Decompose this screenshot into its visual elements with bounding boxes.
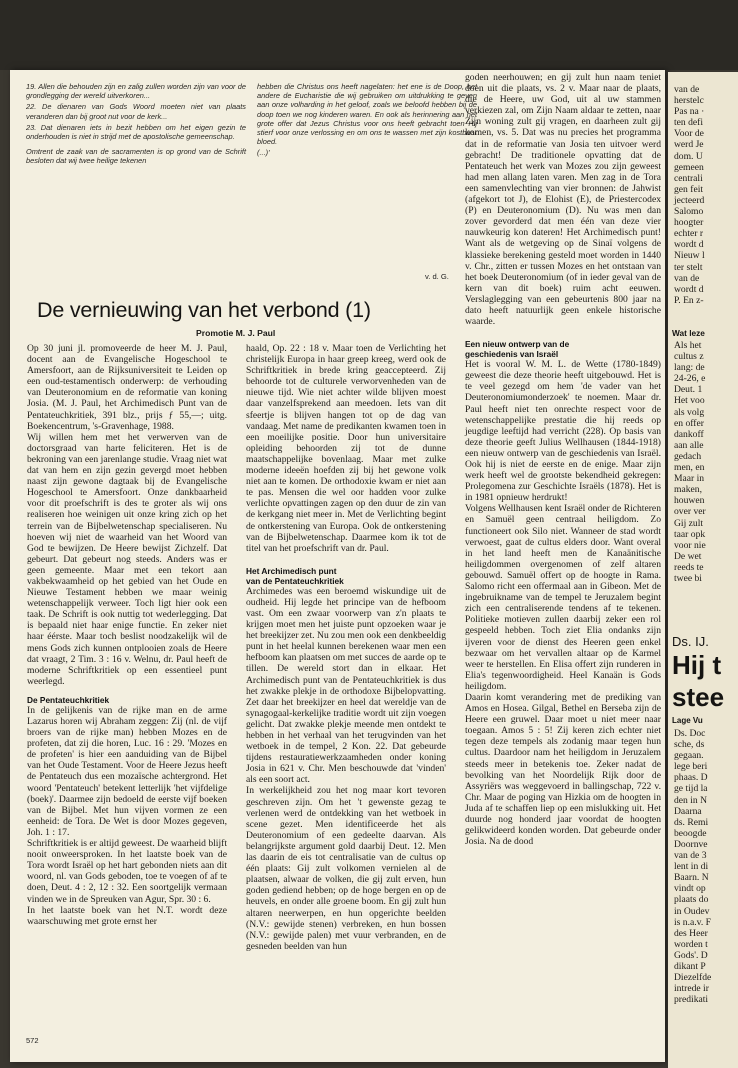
facing-page-line: dankoff [674, 428, 704, 440]
note-22: 22. De dienaren van Gods Woord moeten niet van plaats veranderen dan bij groot nut voor de kerk... [26, 102, 246, 121]
facing-page-line: gegaan. [674, 750, 704, 762]
facing-page-line: ter stelt [674, 261, 703, 273]
paragraph: Volgens Wellhausen kent Israël onder de Richteren en Samuël geen centraal heiligdom. Zo functioneert ook Silo niet. Wanneer de stad wordt verwoest, gaat de cultus elders door. Want overal in het land heeft men de Kanaänitische heiligdommen overgenomen of zelf altaren gebouwd. Samuël offert op de hoogte in Rama. Salomo richt een offermaal aan in Gibeon. Met de ingebruikname van de tempel te Jeruzalem begint zich een centraliserende tendens af te tekenen. Politieke motieven zullen daarbij zeker een rol gespeeld hebben. Toch ziet Elia ondanks zijn ijveren voor de dienst des Heeren geen enkel bezwaar om het vervallen altaar op de Karmel weer te herstellen. En Elisa offert zijn runderen in Elia's tegenwoordigheid. Heel Kanaän is Gods heiligdom. [465, 503, 661, 692]
facing-page-line: Gods'. D [674, 949, 708, 961]
facing-page-line: Voor de [674, 128, 704, 140]
facing-page-subtitle: Lage Vu [672, 716, 703, 725]
paragraph: Daarin komt verandering met de prediking van Amos en Hosea. Gilgal, Bethel en Berseba zijn de Heere een gruwel. Daar moet u niet meer naar toegaan. Amos 5 : 5! Zij keren zich echter niet tegen deze tempels als zodanig maar tegen hun cultus. Daardoor nam het heiligdom in Jeruzalem steeds meer in betekenis toe. Zeker nadat de bevolking van het Noordelijk Rijk door de Assyriërs was weggevoerd in ballingschap, 722 v. Chr. Maar de poging van Hizkia om de hoogten in Juda af te schaffen liep op een mislukking uit. Het duurde nog honderd jaar voordat de hoogten gelikwideerd konden worden. Dat gebeurde onder Josia. Na de dood [465, 691, 661, 848]
facing-page-line: Maar in [674, 473, 705, 485]
facing-page-line: gedach [674, 450, 702, 462]
facing-page-line: Pas na · [674, 106, 705, 118]
facing-page-title-line-2: stee [672, 682, 725, 712]
facing-page-line: herstelc [674, 95, 704, 107]
facing-page-line: centrali [674, 172, 703, 184]
facing-page-line: De wet [674, 550, 702, 562]
facing-page-line: Het voo [674, 395, 705, 407]
facing-page-title-line-1: Hij t [672, 650, 722, 680]
facing-page-text-bottom [674, 728, 738, 1005]
facing-page-line: maken, [674, 484, 702, 496]
facing-page-line: Deut. 1 [674, 384, 703, 396]
paragraph: Archimedes was een beroemd wiskundige uit de oudheid. Hij legde het principe van de hefboom vast. Om een zwaar voorwerp van z'n plaats te krijgen moet men het juiste punt opzoeken waar je het breekijzer zet. Nu zou men ook een denkbeeldig punt in het heelal kunnen berekenen waar men een hefboom kan plaatsen om met succes de aarde op te tillen. De wereld stort dan in elkaar. Het Archimedisch punt van de Pentateuchkritiek is dus het zwakke plekje in de orthodoxe Bijbelopvatting. Zet daar het breekijzer en heel dat wereldje van de synagogaal-kerkelijke traditie wordt uit zijn voegen gelicht. Dat zwakke plekje meende men ontdekt te hebben in het verhaal van het terugvinden van het wetboek in de tempel, 2 Kon. 22. Dat gebeurde tijdens restauratiewerkzaamheden onder koning Josia in 621 v. Chr. Men beschouwde dat 'vinden' als een soort act. [246, 585, 446, 786]
facing-page-line: gen feit [674, 183, 704, 195]
facing-page-line: ge tijd la [674, 783, 708, 795]
facing-page-line: twee bi [674, 572, 702, 584]
facing-page-line: sche, ds [674, 739, 705, 751]
article-column-3 [465, 72, 661, 847]
facing-page-line: over ver [674, 506, 706, 518]
confession-notes-left [26, 82, 246, 168]
paragraph: In de gelijkenis van de rijke man en de arme Lazarus horen wij Abraham zeggen: Zij (nl. de vijf broers van de rijke man) hebben Mozes en de profeten, dat zij die horen, Luc. 16 : 29. 'Mozes en de profeten' is hier een aanduiding van de Bijbel van het Oude Testament. Voor de Heere Jezus heeft de Pentateuch dus een mozaïsche achtergrond. Het woord 'Pentateuch' betekent letterlijk 'het vijfdelige (boek)'. Daarmee zijn bedoeld de eerste vijf boeken van de Bijbel. Met hun vijven vormen ze een eenheid: de Tora. De Wet is door Mozes gegeven, Joh. 1 : 17. [27, 704, 227, 838]
article-column-2 [246, 343, 446, 952]
facing-page-line: den in N [674, 794, 708, 806]
facing-page-line: predikati [674, 994, 709, 1006]
paragraph: goden neerhouwen; en gij zult hun naam teniet doen uit die plaats, vs. 2 v. Maar naar de plaats, die de Heere, uw God, uit al uw stammen verkiezen zal, om Zijn Naam aldaar te zetten, naar Zijn woning zult gij vragen, en daarheen zult gij komen, vs. 5. Dat was nu precies het programma dat in de reformatie van Josia ten uitvoer werd gebracht! De traditionele opvatting dat de Pentateuch het werk van Mozes zou zijn geweest had men allang laten varen. Men zag in de Tora een samenvlechting van vier bronnen: de Jahwist (afgekort tot J), de Elohist (E), de Priestercodex (P) en Deuteronomium (D). Nu was men dan zover gevorderd dat men één van deze vier nauwkeurig kon dateren! Het Archimedisch punt! Want als de wetgeving op de Sinaï volgens de klassieke berekening gesteld moet worden in 1440 v. Chr., zitten er tussen Mozes en het ontstaan van het boek Deuteronomium (of in ieder geval van de kern van dit boek) ruim acht eeuwen. Verslaglegging van een gebeurtenis 800 jaar na dato heeft natuurlijk geen enkele historische waarde. [465, 72, 661, 328]
section-heading [246, 566, 446, 586]
facing-page-line: van de 3 [674, 850, 707, 862]
facing-page-line: Salomo [674, 206, 704, 218]
heading-line: van de Pentateuchkritiek [246, 575, 344, 586]
facing-page-line: worden t [674, 938, 708, 950]
facing-page-line: ten defi [674, 117, 704, 129]
facing-page-line: vindt op [674, 883, 706, 895]
article-byline: Promotie M. J. Paul [196, 328, 276, 338]
facing-page-line: is n.a.v. F [674, 916, 711, 928]
facing-page-line: in Oudev [674, 905, 710, 917]
heading-line: Het Archimedisch punt [246, 565, 337, 576]
facing-page-text-top [674, 84, 738, 306]
facing-page-line: cultus z [674, 351, 704, 363]
note-23: 23. Dat dienaren iets in bezit hebben om het eigen gezin te onderhouden is niet in strijd met de apostolische gemeenschap. [26, 122, 246, 142]
facing-page-line: aan alle [674, 439, 704, 451]
page-number: 572 [26, 1036, 39, 1045]
article-title: De vernieuwing van het verbond (1) [37, 298, 371, 322]
magazine-page [10, 70, 665, 1062]
scan-background [0, 0, 738, 70]
facing-page-line: intrede ir [674, 983, 709, 995]
note-omtrent: Omtrent de zaak van de sacramenten is op grond van de Schrift besloten dat wij twee heilige tekenen [26, 147, 246, 166]
article-column-1 [27, 343, 227, 927]
paragraph: Op 30 juni jl. promoveerde de heer M. J. Paul, docent aan de Evangelische Hogeschool te Amersfoort, aan de Rijksuniversiteit te Leiden op een oud-testamentisch onderwerp: de verhouding van Deuteronomium en de reformatie van koning Josia. (M. J. Paul, het Archimedisch Punt van de Pentateuchkritiek, 391 blz., prijs ƒ 55,—; uitg. Boekencentrum, 's-Gravenhage, 1988. [27, 343, 227, 432]
facing-page-line: plaats do [674, 894, 709, 906]
facing-page-line: Daarna [674, 805, 702, 817]
section-heading [465, 339, 661, 359]
paragraph: Het is vooral W. M. L. de Wette (1780-1849) geweest die deze theorie heeft uitgebouwd. Het is te veel gezegd om hem 'de vader van het Deuteronomiumonderzoek' te noemen. Maar dr. Paul heeft niet ten onrechte respect voor de wetenschappelijke prestatie die hij reeds op jeugdige leeftijd had verricht (228). Op basis van deze theorie geeft Julius Wellhausen (1844-1918) een nieuw ontwerp van de geschiedenis van Israël. Ook hij is niet de eerste en de enige. Maar zijn werk heeft wel de grootste bekendheid gekregen: Prolegomena zur Geschichte Israëls (1878). Het is in 1981 opnieuw herdrukt! [465, 359, 661, 504]
paragraph: Schriftkritiek is er altijd geweest. De waarheid blijft nooit onweersproken. In het laatste boek van de Tora wordt Israël op het hart gebonden niets aan dit woord, nl. van Gods geboden, toe te voegen of af te doen, Deut. 4 : 2, 12 : 32. Een soortgelijk vermaan vinden we in de Spreuken van Agur, Spr. 30 : 6. [27, 838, 227, 905]
paragraph: In werkelijkheid zou het nog maar kort tevoren geschreven zijn. Om het 't gewenste gezag te verlenen werd de ontdekking van het wetboek in scene gezet. Men identificeerde het als Deuteronomium of een gedeelte daarvan. Als belangrijkste argument gold daarbij Deut. 12. Men las daarin de eis tot centralisatie van de cultus op één plaats: Gij zult volkomen vernielen al de plaatsen, alwaar de volken, die gij zult erven, hun goden gediend hebben; op de hoge bergen en op de heuvels, en onder alle groene boom. En gij zult hun altaren neerwerpen, en hun opgerichte beelden (N.V.: gewijde stenen) verbreken, en hun bossen (N.V.: gewijde palen) met vuur verbranden, en de gesneden beelden van hun [246, 785, 446, 952]
facing-page-line: des Heer [674, 927, 708, 939]
facing-page-line: lege beri [674, 761, 708, 773]
facing-page-line: en offer [674, 417, 704, 429]
facing-page-line: Diezelfde [674, 972, 712, 984]
facing-page-line: Doornve [674, 838, 708, 850]
facing-page-line: reeds te [674, 561, 704, 573]
paragraph: haald, Op. 22 : 18 v. Maar toen de Verlichting het christelijk Europa in haar greep kreeg, werd ook de Schriftkritiek in brede kring geaccepteerd. Zij behoorde tot de culturele verworvenheden van de nieuwe tijd. Wie niet achter wilde blijven moest daar vanzelfsprekend aan meedoen. Iets van dit sfeertje is blijven hangen tot op de dag van vandaag. Met name de predikanten kwamen toen in een moeilijke positie. Door hun universitaire opleiding behoorden zij tot de dunne maatschappelijke bovenlaag. Maar met zulke moderne ideeën hoefden zij bij het gewone volk niet aan te komen. De orthodoxie kwam er niet aan te pas. Mensen die wel oor hadden voor zulke verlichte opvattingen zagen op den duur de zin van de kerkgang niet meer in. Met de Verlichting begint de ontkerstening van Europa. Ook de ontkerstening van de Bijbelwetenschap. Daarmee kom ik tot de titel van het proefschrift van dr. Paul. [246, 343, 446, 554]
facing-page-heading: Wat leze [672, 328, 705, 338]
facing-page-line: gemeen [674, 161, 704, 173]
heading-line: Een nieuw ontwerp van de [465, 339, 570, 350]
facing-page-line: taar opk [674, 528, 706, 540]
signature: v. d. G. [425, 272, 449, 281]
facing-page-line: als volg [674, 406, 705, 418]
facing-page-line: Als het [674, 340, 702, 351]
paragraph: Wij willen hem met het verwerven van de doctorsgraad van harte feliciteren. Het is de bekroning van een jarenlange studie. Vraag niet wat dat van hem en zijn gezin gevergd moet hebben naast zijn gewone dagtaak bij de Evangelische Hogeschool te Amersfoort. Onze dankbaarheid voor dit proefschrift is des te groter als wij ons realiseren hoe weinigen uit onze kring zich op het terrein van de Bijbelwetenschap specialiseren. Nu hoeven wij niet de waarheid van het Woord van God te bewijzen. De Heere bewijst Zichzelf. Dat gebeurt. Dat gebeurt nog steeds. Anders was er geen gemeente. Maar met een tekort aan vakbekwaamheid op het gebied van het Oude en Nieuwe Testament hebben we maar weinig wetenschappelijk verweer. Toch ligt hier ook een taak. De Schrift is ook nuttig tot wederlegging. Dat is bepaald niet haar enige functie. En zeker niet haar éérste. Maar toch beslist noodzakelijk wil de mens Gods zich kunnen ontplooien zoals de Heere dat vraagt, 2 Tim. 3 : 16 v. Welnu, dr. Paul heeft de moderne Schriftkritiek op een essentieel punt weerlegd. [27, 431, 227, 687]
facing-page-line: werd Je [674, 139, 704, 151]
facing-page-line: lent in di [674, 861, 709, 873]
facing-page-line: jecteerd [674, 194, 705, 206]
paragraph: In het laatste boek van het N.T. wordt deze waarschuwing met grote ernst her [27, 904, 227, 927]
facing-page-line: dom. U [674, 150, 703, 162]
facing-page [668, 72, 738, 1068]
facing-page-line: 24-26, e [674, 373, 706, 385]
facing-page-line: voor nie [674, 539, 706, 551]
facing-page-line: houwen [674, 495, 705, 507]
facing-page-line: van de [674, 84, 700, 95]
facing-page-line: Nieuw l [674, 250, 705, 262]
facing-page-line: lang: de [674, 362, 705, 374]
facing-page-line: echter r [674, 228, 704, 240]
section-heading: De Pentateuchkritiek [27, 694, 110, 705]
facing-page-line: men, en [674, 462, 705, 474]
note-ellipsis: (...)' [257, 148, 270, 158]
facing-page-line: phaas. D [674, 772, 708, 784]
facing-page-line: wordt d [674, 283, 704, 295]
facing-page-line: beoogde [674, 827, 707, 839]
note-19: 19. Allen die behouden zijn en zalig zullen worden zijn van voor de grondlegging der wereld uitverkoren... [26, 82, 246, 101]
facing-page-line: dikant P [674, 960, 706, 972]
facing-page-line: Baarn. N [674, 872, 709, 884]
heading-line: geschiedenis van Israël [465, 349, 559, 360]
facing-page-line: P. En z- [674, 294, 704, 306]
facing-page-line: ds. Remi [674, 816, 709, 828]
facing-page-section: Ds. IJ. [672, 634, 709, 649]
note-continuation: hebben die Christus ons heeft nagelaten: het ene is de Doop, het andere de Eucharistie die wij gebruiken om uitdrukking te geven aan onze volharding in het geloof, zoals we beloofd hebben bij de doop toen we nog kinderen waren. En ook als herinnering aan het grote offer dat Jezus Christus voor ons heeft gebracht toen Hij stierf voor onze verlossing en om ons te wassen met zijn kostbaar bloed. [257, 82, 477, 147]
facing-page-line: wordt d [674, 239, 704, 251]
facing-page-line: Gij zult [674, 517, 704, 529]
facing-page-text-mid [674, 340, 738, 584]
facing-page-line: hoogter [674, 217, 704, 229]
facing-page-line: van de [674, 272, 700, 284]
facing-page-line: Ds. Doc [674, 728, 706, 739]
confession-notes-right [257, 82, 477, 160]
